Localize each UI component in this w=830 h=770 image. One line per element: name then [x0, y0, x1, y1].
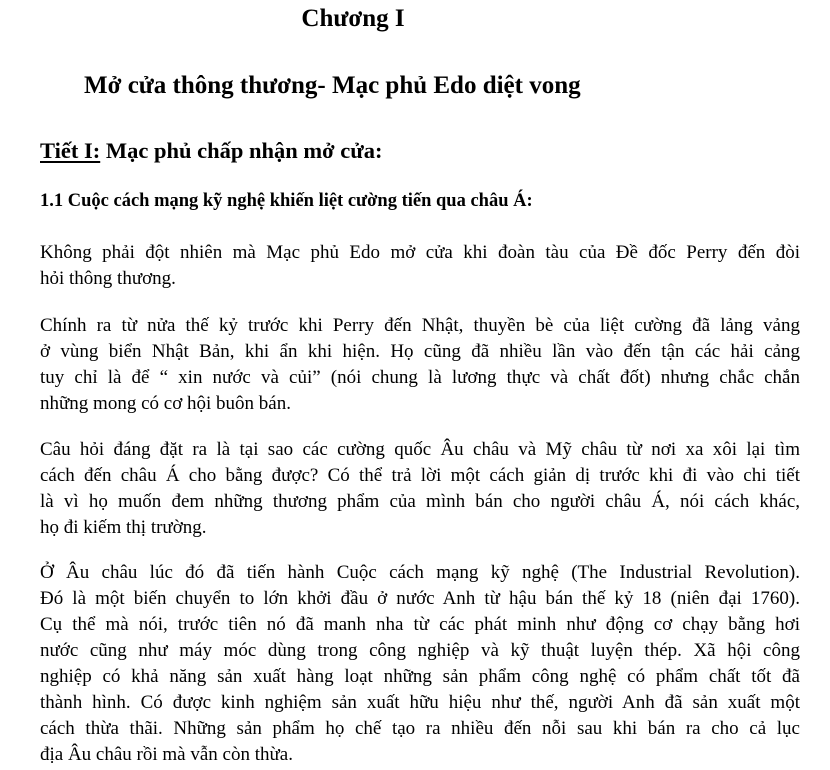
paragraph-2 [40, 313, 800, 417]
paragraph-line: họ đi kiếm thị trường. [40, 517, 207, 538]
subsection-heading: 1.1 Cuộc cách mạng kỹ nghệ khiến liệt cường tiến qua châu Á: [40, 191, 533, 211]
paragraph-4 [40, 560, 800, 768]
paragraph-line: ở vùng biển Nhật Bản, khi ẩn khi hiện. Họ cũng đã nhiều lần vào đến tận các hải cảng [40, 341, 800, 362]
paragraph-line: thành hình. Có được kinh nghiệm sản xuất hữu hiệu như thế, người Anh đã sản xuất một [40, 692, 800, 713]
paragraph-line: Không phải đột nhiên mà Mạc phủ Edo mở cửa khi đoàn tàu của Đề đốc Perry đến đòi [40, 242, 800, 263]
paragraph-3 [40, 437, 800, 541]
section-heading-title: Mạc phủ chấp nhận mở cửa: [100, 138, 383, 163]
paragraph-line: Ở Âu châu lúc đó đã tiến hành Cuộc cách mạng kỹ nghệ (The Industrial Revolution). [40, 562, 800, 583]
paragraph-1 [40, 240, 800, 292]
chapter-subtitle: Mở cửa thông thương- Mạc phủ Edo diệt vong [84, 72, 581, 99]
paragraph-line: cách thừa thãi. Những sản phẩm họ chế tạo ra nhiều đến nỗi sau khi bán ra cho cả lục [40, 718, 800, 739]
paragraph-line: những mong có cơ hội buôn bán. [40, 393, 291, 414]
chapter-title: Chương I [301, 5, 405, 32]
paragraph-line: cách đến châu Á cho bằng được? Có thể trả lời một cách giản dị trước khi đi vào chi tiết [40, 465, 800, 486]
paragraph-line: là vì họ muốn đem những thương phẩm của mình bán cho người châu Á, nói cách khác, [40, 491, 800, 512]
section-heading [40, 136, 382, 166]
paragraph-line: Chính ra từ nửa thế kỷ trước khi Perry đến Nhật, thuyền bè của liệt cường đã lảng vảng [40, 315, 800, 336]
paragraph-line: Câu hỏi đáng đặt ra là tại sao các cường quốc Âu châu và Mỹ châu từ nơi xa xôi lại tìm [40, 439, 800, 460]
paragraph-line: hỏi thông thương. [40, 268, 176, 289]
paragraph-line: nghiệp có khả năng sản xuất hàng loạt những sản phẩm công nghệ có phẩm chất tốt đã [40, 666, 800, 687]
paragraph-line: nước cũng như máy móc dùng trong công nghiệp và kỹ thuật luyện thép. Xã hội công [40, 640, 800, 661]
paragraph-line: địa Âu châu rồi mà vẫn còn thừa. [40, 744, 293, 765]
section-heading-lead: Tiết I: [40, 138, 101, 163]
paragraph-line: Đó là một biến chuyển to lớn khởi đầu ở nước Anh từ hậu bán thế kỷ 18 (niên đại 1760). [40, 588, 800, 609]
paragraph-line: tuy chỉ là để “ xin nước và củi” (nói chung là lương thực và chất đốt) nhưng chắc chắn [40, 367, 800, 388]
paragraph-line: Cụ thể mà nói, trước tiên nó đã manh nha từ các phát minh như động cơ chạy bằng hơi [40, 614, 800, 635]
